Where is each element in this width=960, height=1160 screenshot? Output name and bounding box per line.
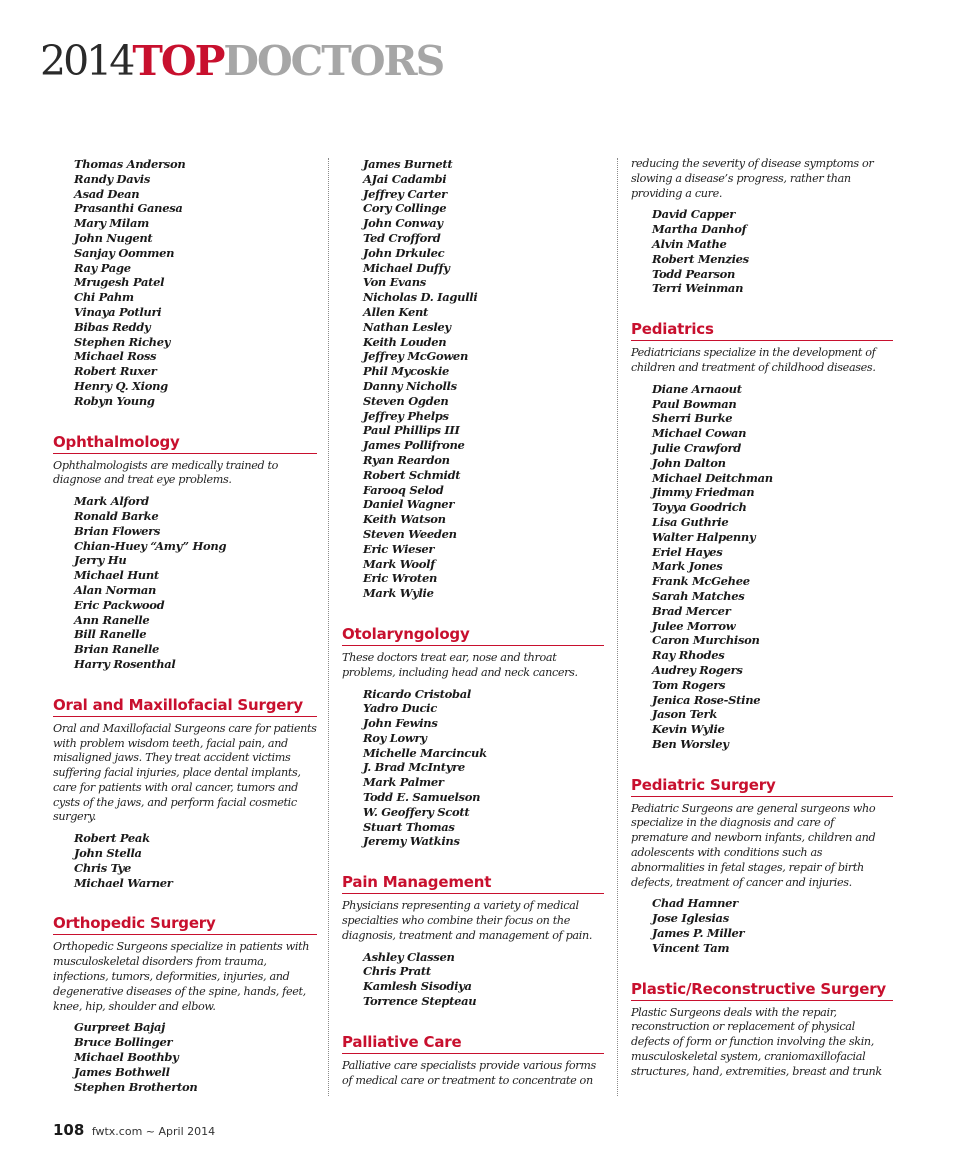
doctor-name: Chad Hamner xyxy=(652,896,738,911)
specialty-section xyxy=(631,980,893,1080)
doctor-name: Mary Milam xyxy=(74,216,150,231)
sections xyxy=(631,320,893,1079)
section-title: Pediatrics xyxy=(631,320,893,341)
doctor-name: John Conway xyxy=(363,216,443,231)
column-divider xyxy=(328,158,329,1096)
doctor-name: Chian-Huey “Amy” Hong xyxy=(74,538,227,553)
doctor-name: Julee Morrow xyxy=(652,618,736,633)
doctor-name: Ray Rhodes xyxy=(652,648,725,663)
doctor-name: Walter Halpenny xyxy=(652,529,756,544)
specialty-section xyxy=(342,873,604,1009)
name-list xyxy=(342,950,604,1009)
doctor-name: Sherri Burke xyxy=(652,411,733,426)
doctor-name: Eric Wroten xyxy=(363,571,438,586)
doctor-name: Gurpreet Bajaj xyxy=(74,1020,166,1035)
doctor-name: Bill Ranelle xyxy=(74,627,147,642)
name-list xyxy=(53,157,317,409)
doctor-name: Steven Weeden xyxy=(363,526,457,541)
doctor-name: Julie Crawford xyxy=(652,440,741,455)
doctor-name: Michael Warner xyxy=(74,875,173,890)
doctor-name: Keith Watson xyxy=(363,512,446,527)
page-footer xyxy=(53,1121,215,1139)
doctor-name: AJai Cadambi xyxy=(363,171,447,186)
section-description: Pediatric Surgeons are general surgeons who specialize in the diagnosis and care of premature and newborn infants, children and adolescents with conditions such as abnormalities in fetal stages, repair of birth defects, treatment of cancer and injuries. xyxy=(631,801,876,889)
doctor-name: Jeffrey Phelps xyxy=(363,408,449,423)
doctor-name: Ronald Barke xyxy=(74,508,159,523)
doctor-name: Danny Nicholls xyxy=(363,378,457,393)
doctor-name: Keith Louden xyxy=(363,334,447,349)
name-list xyxy=(631,207,893,296)
doctor-name: Bruce Bollinger xyxy=(74,1035,173,1050)
name-list xyxy=(53,1020,317,1094)
doctor-name: Michael Cowan xyxy=(652,426,747,441)
column-divider xyxy=(617,158,618,1096)
section-title: Palliative Care xyxy=(342,1033,604,1054)
section-description: Ophthalmologists are medically trained to diagnose and treat eye problems. xyxy=(53,458,279,487)
doctor-name: Daniel Wagner xyxy=(363,497,455,512)
sections xyxy=(53,433,317,1095)
doctor-name: Allen Kent xyxy=(363,304,429,319)
section-title: Pediatric Surgery xyxy=(631,776,893,797)
doctor-name: Michael Ross xyxy=(74,349,157,364)
doctor-name: Vincent Tam xyxy=(652,940,730,955)
doctor-name: Martha Danhof xyxy=(652,222,747,237)
name-list xyxy=(53,494,317,672)
doctor-name: James P. Miller xyxy=(652,926,745,941)
doctor-name: Sanjay Oommen xyxy=(74,245,175,260)
doctor-name: Mark Palmer xyxy=(363,775,444,790)
doctor-name: Eric Wieser xyxy=(363,541,435,556)
doctor-name: Alvin Mathe xyxy=(652,236,727,251)
doctor-name: Robert Schmidt xyxy=(363,467,461,482)
header-year: 2014 xyxy=(40,37,133,85)
doctor-name: Audrey Rogers xyxy=(652,662,743,677)
doctor-name: Steven Ogden xyxy=(363,393,449,408)
doctor-name: Tom Rogers xyxy=(652,677,726,692)
doctor-name: Paul Bowman xyxy=(652,396,737,411)
doctor-name: Stephen Brotherton xyxy=(74,1079,198,1094)
doctor-name: Robyn Young xyxy=(74,393,155,408)
doctor-name: Henry Q. Xiong xyxy=(74,378,168,393)
doctor-name: Todd E. Samuelson xyxy=(363,790,481,805)
doctor-name: Ted Crofford xyxy=(363,230,441,245)
doctor-name: Chris Tye xyxy=(74,860,132,875)
doctor-name: Mark Alford xyxy=(74,494,149,509)
doctor-name: Paul Phillips III xyxy=(363,423,460,438)
header-top: TOP xyxy=(132,37,224,85)
specialty-section xyxy=(631,320,893,752)
doctor-name: W. Geoffery Scott xyxy=(363,804,470,819)
doctor-name: Michael Hunt xyxy=(74,568,159,583)
section-description: These doctors treat ear, nose and throat problems, including head and neck cancers. xyxy=(342,650,578,679)
section-title: Ophthalmology xyxy=(53,433,317,454)
doctor-name: Terri Weinman xyxy=(652,281,744,296)
doctor-name: Todd Pearson xyxy=(652,266,736,281)
column-2 xyxy=(342,157,604,1094)
specialty-section xyxy=(631,776,893,956)
doctor-name: Jeffrey Carter xyxy=(363,186,447,201)
specialty-section xyxy=(53,914,317,1094)
section-title: Plastic/Reconstructive Surgery xyxy=(631,980,893,1001)
doctor-name: Eric Packwood xyxy=(74,597,165,612)
doctor-name: Diane Arnaout xyxy=(652,381,742,396)
name-list xyxy=(53,831,317,890)
doctor-name: Nicholas D. Iagulli xyxy=(363,290,478,305)
doctor-name: Jose Iglesias xyxy=(652,911,729,926)
doctor-name: Ben Worsley xyxy=(652,736,729,751)
section-title: Orthopedic Surgery xyxy=(53,914,317,935)
section-title: Oral and Maxillofacial Surgery xyxy=(53,696,317,717)
doctor-name: Ray Page xyxy=(74,260,131,275)
doctor-name: Robert Ruxer xyxy=(74,364,157,379)
specialty-section xyxy=(53,696,317,891)
doctor-name: Thomas Anderson xyxy=(74,157,186,171)
section-description: Palliative care specialists provide various forms of medical care or treatment to concentrate on xyxy=(342,1058,596,1087)
doctor-name: Harry Rosenthal xyxy=(74,656,176,671)
doctor-name: Sarah Matches xyxy=(652,588,745,603)
doctor-name: Vinaya Potluri xyxy=(74,304,162,319)
doctor-name: Roy Lowry xyxy=(363,730,427,745)
doctor-name: John Stella xyxy=(74,846,142,861)
doctor-name: Robert Peak xyxy=(74,831,150,846)
section-title: Otolaryngology xyxy=(342,625,604,646)
section-description: Physicians representing a variety of medical specialties who combine their focus on the diagnosis, treatment and management of pain. xyxy=(342,899,593,942)
doctor-name: Kamlesh Sisodiya xyxy=(363,979,472,994)
doctor-name: Stuart Thomas xyxy=(363,819,455,834)
doctor-name: Chris Pratt xyxy=(363,964,431,979)
page-header xyxy=(40,38,443,84)
doctor-name: David Capper xyxy=(652,207,735,222)
doctor-name: Yadro Ducic xyxy=(363,701,437,716)
doctor-name: Prasanthi Ganesa xyxy=(74,201,183,216)
section-description: Plastic Surgeons deals with the repair, reconstruction or replacement of physical defects of form or function involving the skin, musculoskeletal system, craniomaxillofacial structures, hand, extremities, breast and trunk xyxy=(631,1005,882,1078)
doctor-name: John Drkulec xyxy=(363,245,445,260)
doctor-name: Alan Norman xyxy=(74,582,157,597)
doctor-name: Jimmy Friedman xyxy=(652,485,755,500)
doctor-name: Jenica Rose-Stine xyxy=(652,692,761,707)
doctor-name: Brian Flowers xyxy=(74,523,161,538)
doctor-name: Brad Mercer xyxy=(652,603,731,618)
section-description: Oral and Maxillofacial Surgeons care for patients with problem wisdom teeth, facial pain, and misaligned jaws. They treat accident victims suffering facial injuries, place dental implants, care for patients with oral cancer, tumors and cysts of the jaws, and perform facial cosmetic surgery. xyxy=(53,721,317,824)
doctor-name: Jeffrey McGowen xyxy=(363,349,469,364)
doctor-name: Phil Mycoskie xyxy=(363,364,450,379)
doctor-name: Lisa Guthrie xyxy=(652,514,729,529)
doctor-name: Frank McGehee xyxy=(652,574,750,589)
doctor-name: Jason Terk xyxy=(652,707,717,722)
doctor-name: John Dalton xyxy=(652,455,726,470)
doctor-name: Jerry Hu xyxy=(74,553,127,568)
name-list xyxy=(342,687,604,850)
doctor-name: Asad Dean xyxy=(74,186,140,201)
doctor-name: Cory Collinge xyxy=(363,201,447,216)
doctor-name: Ricardo Cristobal xyxy=(363,686,471,701)
header-doctors: DOCTORS xyxy=(223,37,444,85)
doctor-name: John Nugent xyxy=(74,230,153,245)
doctor-name: Ann Ranelle xyxy=(74,612,150,627)
doctor-name: Bibas Reddy xyxy=(74,319,151,334)
doctor-name: Nathan Lesley xyxy=(363,319,451,334)
doctor-name: Kevin Wylie xyxy=(652,722,725,737)
doctor-name: Farooq Selod xyxy=(363,482,444,497)
sections xyxy=(342,625,604,1089)
doctor-name: Michael Deitchman xyxy=(652,470,773,485)
doctor-name: Ryan Reardon xyxy=(363,452,450,467)
doctor-name: Mark Wylie xyxy=(363,586,434,601)
section-description: Pediatricians specialize in the development of children and treatment of childhood diseases. xyxy=(631,346,876,374)
doctor-name: Michael Boothby xyxy=(74,1050,179,1065)
doctor-name: Stephen Richey xyxy=(74,334,171,349)
doctor-name: Chi Pahm xyxy=(74,290,134,305)
doctor-name: Mark Woolf xyxy=(363,556,435,571)
column-1 xyxy=(53,157,317,1094)
name-list xyxy=(631,382,893,752)
footer-text: fwtx.com ~ April 2014 xyxy=(91,1125,216,1138)
specialty-section xyxy=(53,433,317,672)
doctor-name: Von Evans xyxy=(363,275,426,290)
doctor-name: James Bothwell xyxy=(74,1064,170,1079)
doctor-name: Jeremy Watkins xyxy=(363,834,460,849)
doctor-name: Torrence Stepteau xyxy=(363,994,477,1009)
doctor-name: James Pollifrone xyxy=(363,438,465,453)
doctor-name: Michelle Marcincuk xyxy=(363,745,487,760)
doctor-name: Toyya Goodrich xyxy=(652,500,747,515)
doctor-name: Caron Murchison xyxy=(652,633,760,648)
name-list xyxy=(342,157,604,601)
doctor-name: Ashley Classen xyxy=(363,949,455,964)
specialty-section xyxy=(342,625,604,849)
doctor-name: J. Brad McIntyre xyxy=(363,760,465,775)
doctor-name: James Burnett xyxy=(363,157,453,171)
doctor-name: Eriel Hayes xyxy=(652,544,723,559)
doctor-name: Robert Menzies xyxy=(652,251,749,266)
doctor-name: Mrugesh Patel xyxy=(74,275,165,290)
doctor-name: Mark Jones xyxy=(652,559,723,574)
section-description: Orthopedic Surgeons specialize in patients with musculoskeletal disorders from trauma, infections, tumors, deformities, injuries, and degenerative diseases of the spine, hands, feet, knee, hip, shoulder and elbow. xyxy=(53,940,310,1013)
section-title: Pain Management xyxy=(342,873,604,894)
doctor-name: Michael Duffy xyxy=(363,260,450,275)
name-list xyxy=(631,896,893,955)
continued-description: reducing the severity of disease symptoms or slowing a disease’s progress, rather than providing a cure. xyxy=(631,157,874,200)
page-number: 108 xyxy=(53,1121,85,1139)
doctor-name: John Fewins xyxy=(363,716,438,731)
column-3 xyxy=(631,157,893,1086)
specialty-section xyxy=(342,1033,604,1089)
doctor-name: Randy Davis xyxy=(74,171,151,186)
doctor-name: Brian Ranelle xyxy=(74,642,160,657)
